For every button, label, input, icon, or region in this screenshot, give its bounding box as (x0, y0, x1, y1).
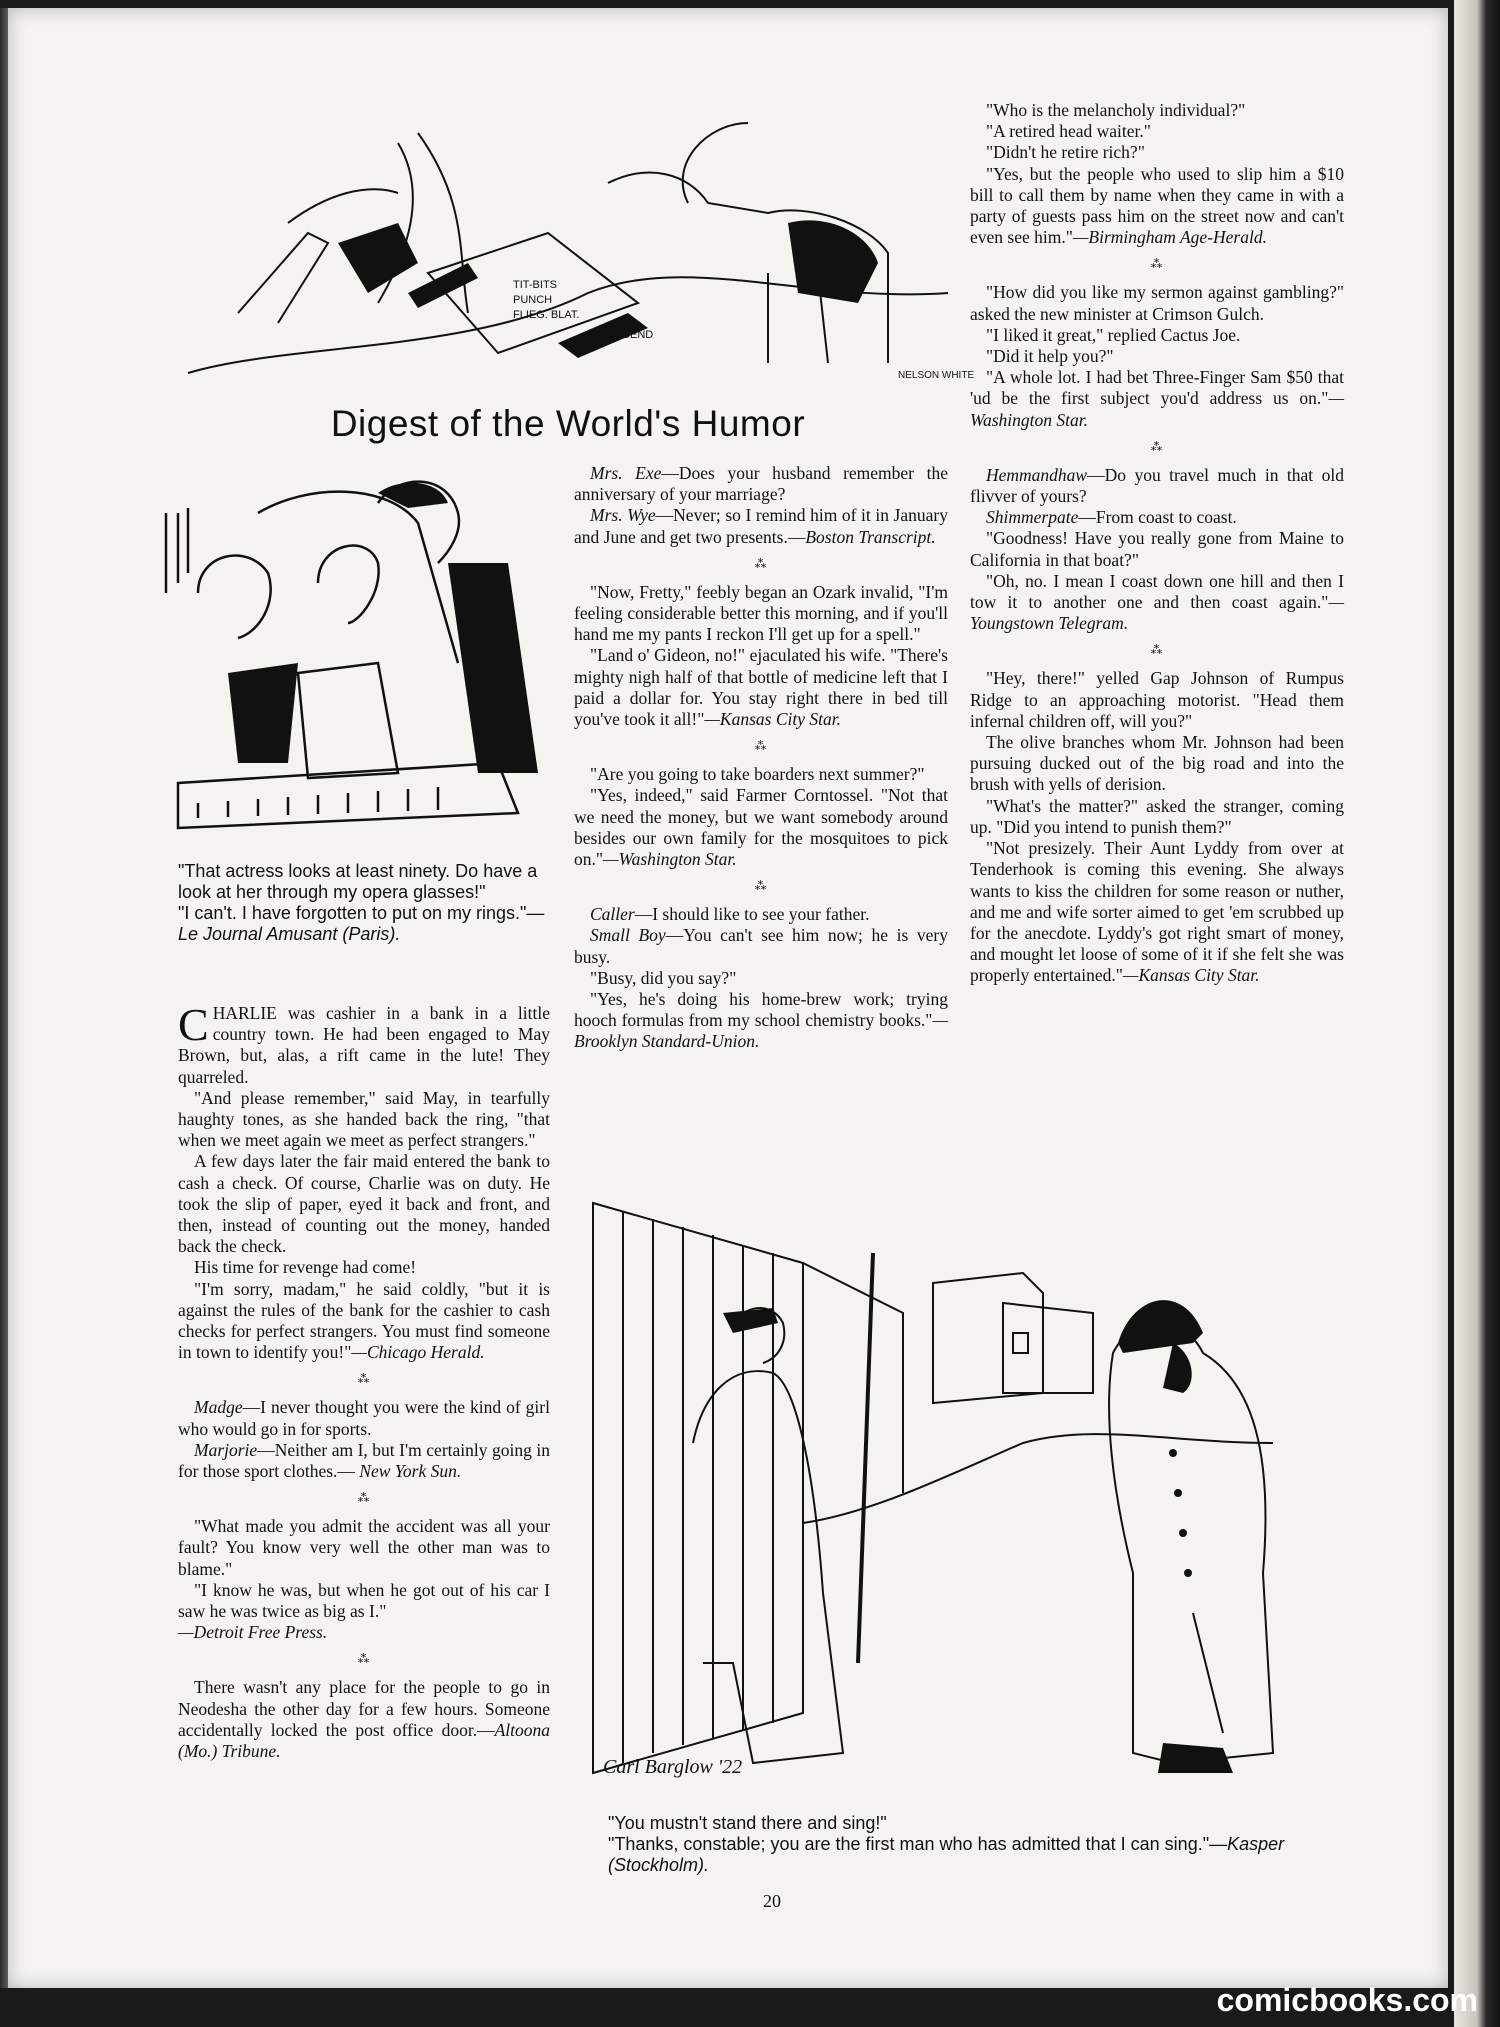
sermon-source: —Washington Star. (970, 388, 1344, 430)
separator-stars: ⁂ (357, 1652, 371, 1667)
madge-speaker: Madge (194, 1397, 243, 1418)
hemmandhaw-text: —Do you travel much in that old flivver of yours? (970, 464, 1344, 507)
paper-label-flieg: FLIEG. BLAT. (513, 309, 580, 321)
paper-label-jugend: JUGEND (608, 329, 654, 341)
melancholy-paragraph-2: "A retired head waiter." (986, 121, 1151, 142)
flivver-source: —Youngstown Telegram. (970, 592, 1344, 634)
separator-stars: ⁂ (357, 1491, 371, 1506)
wye-speaker: Mrs. Wye (590, 505, 656, 526)
page-title: Digest of the World's Humor (330, 403, 806, 444)
drop-cap: C (178, 999, 209, 1050)
caller-source: —Brooklyn Standard-Union. (574, 1010, 948, 1052)
charlie-paragraph-5 (178, 1279, 550, 1364)
sermon-paragraph-3: "Did it help you?" (986, 346, 1114, 367)
boy-text: —You can't see him now; he is very busy. (574, 925, 948, 967)
magazine-page (8, 8, 1448, 1988)
boy-line (574, 925, 948, 967)
opera-caption-reply: "I can't. I have forgotten to put on my rings." (178, 903, 527, 923)
page-number: 20 (763, 1891, 781, 1911)
caller-paragraph-3: "Busy, did you say?" (590, 967, 737, 988)
caller-text-4: "Yes, he's doing his home-brew work; trying hooch formulas from my school chemistry books." (574, 989, 948, 1031)
separator-stars: ⁂ (357, 1372, 371, 1387)
neodesha-source: Altoona (Mo.) Tribune. (178, 1719, 550, 1762)
wye-line (574, 505, 948, 547)
flivver-paragraph-3: "Goodness! Have you really gone from Maine to California in that boat?" (970, 528, 1344, 570)
column-1 (178, 999, 550, 1762)
gap-text-4: "Not presizely. Their Aunt Lyddy from over at Tenderhook is coming this evening. She always wants to kiss the children for some reason or nuther, and me and wife sorter aimed to get 'em scrubbed up for the anecdote. Lyddy's got right smart of money, and mought let loose of some of it if she felt she was properly entertained." (970, 838, 1344, 986)
column-3 (970, 100, 1344, 987)
gap-paragraph-3: "What's the matter?" asked the stranger, coming up. "Did you intend to punish them?" (970, 795, 1344, 837)
boy-speaker: Small Boy (590, 925, 666, 946)
opera-caption-line2 (178, 903, 553, 945)
neodesha-paragraph (178, 1677, 550, 1762)
separator-stars: ⁂ (754, 879, 768, 894)
shimmerpate-text: —From coast to coast. (1078, 507, 1237, 528)
boarders-paragraph-2 (574, 785, 948, 870)
separator-stars: ⁂ (754, 739, 768, 754)
flivver-text-4: "Oh, no. I mean I coast down one hill and then I tow it to another one and then coast again." (970, 570, 1344, 613)
ozark-paragraph-2 (574, 645, 948, 730)
gap-paragraph-4 (970, 838, 1344, 986)
constable-illustration (573, 1193, 1353, 1793)
charlie-paragraph-1 (178, 999, 550, 1088)
opera-caption-source: —Le Journal Amusant (Paris). (178, 903, 545, 944)
marjorie-line (178, 1440, 550, 1482)
neodesha-text: There wasn't any place for the people to go in Neodesha the other day for a few hours. Someone accidentally locked the post office door.— (178, 1677, 550, 1740)
shimmerpate-speaker: Shimmerpate (986, 507, 1079, 528)
madge-source: New York Sun. (359, 1461, 462, 1482)
top-illustration-signature: NELSON WHITE (898, 370, 975, 381)
sermon-paragraph-1: "How did you like my sermon against gambling?" asked the new minister at Crimson Gulch. (970, 282, 1344, 324)
melancholy-paragraph-3: "Didn't he retire rich?" (986, 142, 1145, 163)
accident-paragraph-1: "What made you admit the accident was all your fault? You know very well the other man was to blame." (178, 1516, 550, 1579)
opera-caption (178, 861, 553, 945)
ozark-source: —Kansas City Star. (704, 709, 841, 730)
caller-speaker: Caller (590, 904, 635, 925)
constable-caption-reply: "Thanks, constable; you are the first man who has admitted that I can sing." (608, 1834, 1210, 1854)
flivver-paragraph-4 (970, 571, 1344, 635)
charlie-text-5: "I'm sorry, madam," he said coldly, "but it is against the rules of the bank for the cashier to cash checks for perfect strangers. You must find someone in town to identify you!" (178, 1278, 550, 1363)
melancholy-paragraph-4 (970, 164, 1344, 249)
constable-caption-source: —Kasper (Stockholm). (608, 1834, 1285, 1875)
hemmandhaw-speaker: Hemmandhaw (986, 464, 1088, 485)
melancholy-text-4: "Yes, but the people who used to slip him a $10 bill to call them by name when they came in with a party of guests pass him on the street now and can't even see him." (970, 163, 1344, 248)
exe-speaker: Mrs. Exe (590, 463, 662, 483)
melancholy-paragraph-1: "Who is the melancholy individual?" (986, 100, 1246, 120)
shimmerpate-line (970, 507, 1344, 528)
constable-illustration-signature: Carl Barglow '22 (603, 1756, 743, 1778)
ozark-paragraph-1: "Now, Fretty," feebly began an Ozark invalid, "I'm feeling considerable better this morning, and if you'll hand me my pants I reckon I'll get up for a spell." (574, 581, 948, 645)
boarders-paragraph-1: "Are you going to take boarders next summer?" (590, 764, 925, 785)
caller-line (574, 904, 948, 925)
separator-stars: ⁂ (1150, 257, 1164, 272)
separator-stars: ⁂ (754, 556, 768, 571)
caller-paragraph-4 (574, 989, 948, 1053)
watermark: comicbooks.com (1216, 1982, 1478, 2018)
paper-label-titbits: TIT-BITS (513, 279, 557, 291)
melancholy-source: —Birmingham Age-Herald. (1072, 227, 1267, 248)
opera-caption-line1: "That actress looks at least ninety. Do have a look at her through my opera glasses!" (178, 861, 538, 902)
marjorie-text: —Neither am I, but I'm certainly going in for those sport clothes.— (178, 1439, 550, 1482)
top-illustration (168, 103, 978, 403)
exe-text: —Does your husband remember the anniversary of your marriage? (574, 463, 948, 505)
gap-paragraph-1: "Hey, there!" yelled Gap Johnson of Rumpus Ridge to an approaching motorist. "Head them infernal children off, will you?" (970, 668, 1344, 731)
gap-paragraph-2: The olive branches whom Mr. Johnson had been pursuing ducked out of the big road and into the brush with yells of derision. (970, 732, 1344, 795)
separator-stars: ⁂ (1150, 439, 1164, 454)
charlie-text-1: HARLIE was cashier in a bank in a little country town. He had been engaged to May Brown, but, alas, a rift came in the lute! They quarreled. (178, 1003, 550, 1087)
hemmandhaw-line (970, 465, 1344, 507)
madge-line (178, 1397, 550, 1439)
constable-caption-line2 (608, 1834, 1338, 1876)
exe-source: Boston Transcript. (805, 526, 936, 547)
sermon-text-4: "A whole lot. I had bet Three-Finger Sam $50 that 'ud be the first subject you'd address us on." (970, 367, 1344, 409)
sermon-paragraph-2: "I liked it great," replied Cactus Joe. (986, 324, 1241, 345)
charlie-paragraph-4: His time for revenge had come! (194, 1257, 417, 1278)
boarders-text-2: "Yes, indeed," said Farmer Corntossel. "Not that we need the money, but we want somebody around besides our own family for the mosquitoes to pick on." (574, 785, 948, 870)
opera-illustration (158, 473, 568, 853)
exe-line (574, 463, 948, 505)
charlie-source: —Chicago Herald. (351, 1342, 485, 1363)
constable-caption-line1: "You mustn't stand there and sing!" (608, 1813, 887, 1833)
wye-text: —Never; so I remind him of it in January and June and get two presents.— (574, 505, 948, 547)
constable-caption (608, 1813, 1338, 1876)
charlie-paragraph-2: "And please remember," said May, in tearfully haughty tones, as she handed back the ring, "that when we meet again we meet as perfect strangers." (178, 1087, 550, 1151)
accident-source: —Detroit Free Press. (178, 1622, 328, 1643)
column-2 (574, 463, 948, 1053)
gap-source: —Kansas City Star. (1122, 965, 1260, 986)
boarders-source: —Washington Star. (603, 849, 737, 870)
caller-text: —I should like to see your father. (634, 904, 870, 925)
book-edge-right (1454, 0, 1500, 2027)
paper-label-punch: PUNCH (513, 294, 553, 306)
sermon-paragraph-4 (970, 367, 1344, 431)
charlie-paragraph-3: A few days later the fair maid entered the bank to cash a check. Of course, Charlie was on duty. He took the slip of paper, eyed it back and front, and then, instead of counting out the money, handed back the check. (178, 1151, 550, 1257)
marjorie-speaker: Marjorie (194, 1439, 258, 1460)
separator-stars: ⁂ (1150, 643, 1164, 658)
ozark-text-2: "Land o' Gideon, no!" ejaculated his wife. "There's mighty nigh half of that bottle of medicine left that I paid a dollar for. You stay right there in bed till you've took it all!" (574, 645, 948, 730)
madge-text: —I never thought you were the kind of girl who would go in for sports. (178, 1397, 550, 1439)
accident-paragraph-2: "I know he was, but when he got out of his car I saw he was twice as big as I." (178, 1579, 550, 1622)
